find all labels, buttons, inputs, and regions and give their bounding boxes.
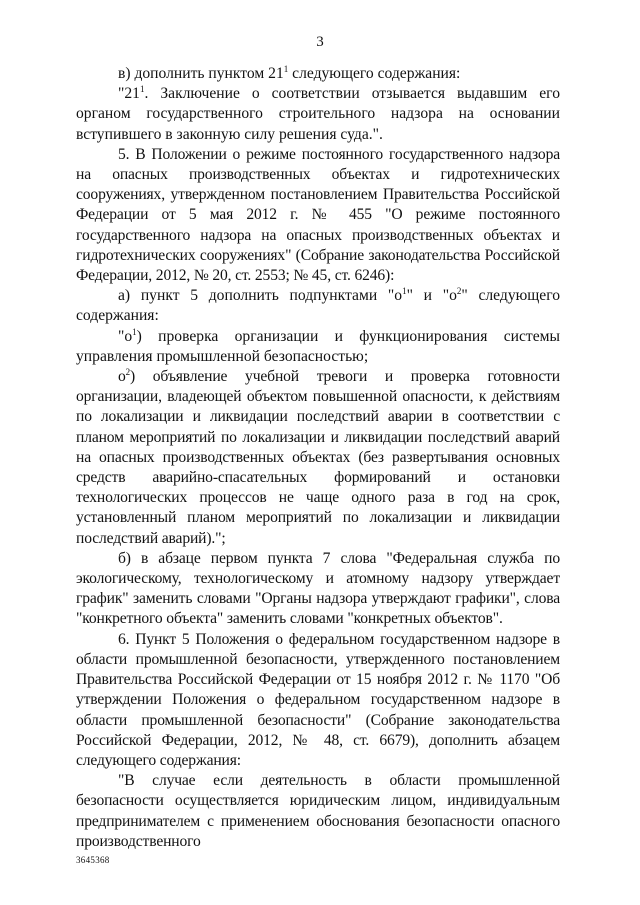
- superscript: 2: [125, 367, 131, 378]
- superscript: 1: [132, 326, 137, 337]
- text: " следующего содержания:: [76, 287, 561, 325]
- text: "о: [118, 327, 133, 345]
- text: следующего содержания:: [288, 65, 461, 82]
- page-number: 3: [316, 34, 324, 50]
- superscript: 1: [283, 64, 289, 74]
- superscript: 2: [456, 286, 462, 297]
- document-body: [76, 64, 560, 852]
- text: " и "о: [406, 287, 457, 305]
- document-id: 3645368: [76, 855, 110, 865]
- text: а) пункт 5 дополнить подпунктами "о: [118, 287, 403, 305]
- text: . Заключение о соответствии отзывается выдавшим его органом государственного строительного надзора на основании вступившего в законную силу решения суда.".: [76, 85, 560, 143]
- paragraph-section-5: 5. В Положении о режиме постоянного государственного надзора на опасных производственных объектах и гидротехнических сооружениях, утвержденном постановлением Правительства Российской Федерации от 5 мая 2012 г. № 455 "О режиме постоянного государственного надзора на опасных производственных объектах и гидротехнических сооружениях" (Собрание законодательства Российской Федерации, 2012, № 20, ст. 2553; № 45, ст. 6246):: [76, 145, 560, 285]
- text: в) дополнить пунктом 21: [118, 65, 284, 82]
- paragraph-section-6: 6. Пункт 5 Положения о федеральном государственном надзоре в области промышленной безопасности, утвержденного постановлением Правительства Российской Федерации от 15 ноября 2012 г. № 1170 "Об утверждении Положения о федеральном государственном надзоре в области промышленной безопасности" (Собрание законодательства Российской Федерации, 2012, № 48, ст. 6679), дополнить абзацем следующего содержания:: [76, 630, 560, 769]
- superscript: 1: [139, 84, 145, 95]
- paragraph-subitem-o2: [76, 367, 560, 549]
- text: о: [118, 368, 126, 386]
- text: "21: [118, 85, 140, 103]
- text: ) проверка организации и функционирования системы управления промышленной безопасностью;: [76, 327, 560, 365]
- superscript: 1: [402, 286, 407, 297]
- paragraph-item-a: [76, 286, 560, 326]
- paragraph-item-b: б) в абзаце первом пункта 7 слова "Федеральная служба по экологическому, технологическому и атомному надзору утверждает график" заменить словами "Органы надзора утверждают графики", слова "конкретного объекта" заменить словами "конкретных объектов".: [76, 549, 560, 628]
- paragraph-quote-21-1: [76, 84, 560, 145]
- text: ) объявление учебной тревоги и проверка готовности организации, владеющей объектом повышенной опасности, к действиям по локализации и ликвидации последствий аварии в соответствии с планом мероприятий по локализации и ликвидации последствий аварий на опасных производственных объектах (без развертывания основных средств аварийно-спасательных формирований и остановки технологических процессов не чаще одного раза в год на срок, установленный планом мероприятий по локализации и ликвидации последствий аварий).";: [76, 368, 560, 547]
- paragraph-subitem-o1: [76, 327, 560, 367]
- paragraph-item-v: [76, 64, 560, 84]
- paragraph-quote-case: "В случае если деятельность в области промышленной безопасности осуществляется юридическим лицом, индивидуальным предпринимателем с применением обоснования безопасности опасного производственного: [76, 772, 560, 850]
